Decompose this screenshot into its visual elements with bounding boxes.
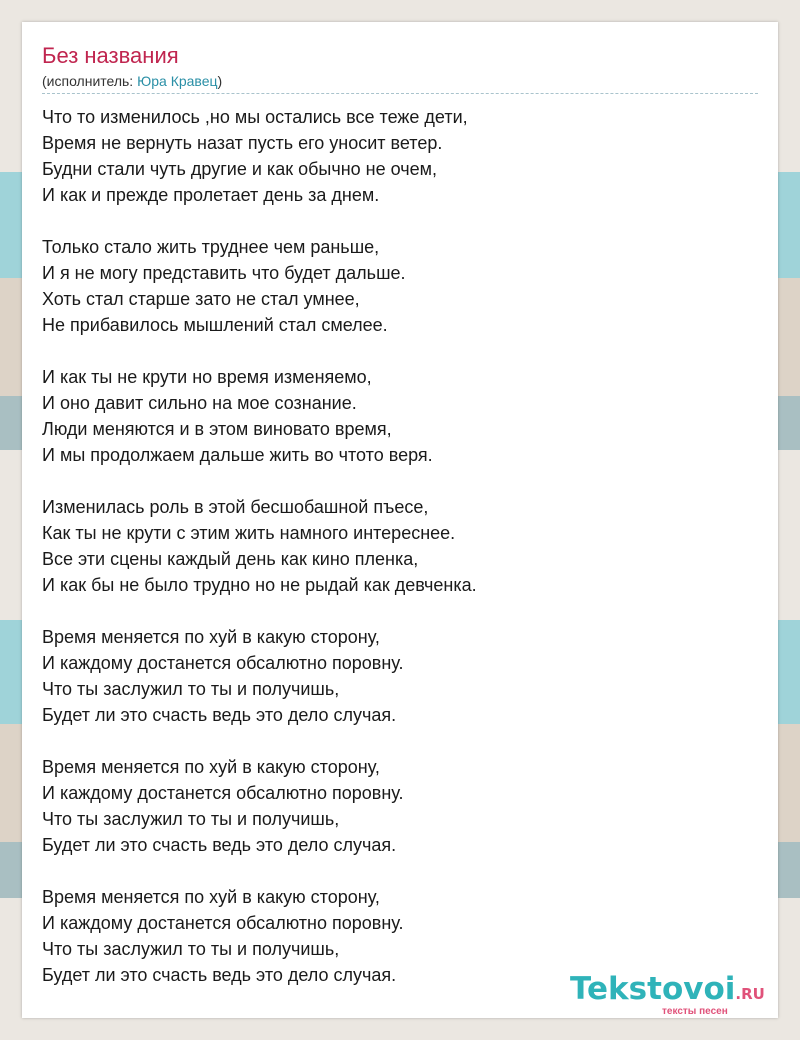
- lyric-line: И каждому достанется обсалютно поровну.: [42, 783, 404, 803]
- logo-tagline: тексты песен: [662, 1006, 728, 1017]
- lyric-line: И как бы не было трудно но не рыдай как девченка.: [42, 575, 477, 595]
- stanza: [42, 104, 762, 208]
- lyric-line: Будет ли это счасть ведь это дело случая.: [42, 965, 397, 985]
- lyric-line: Люди меняются и в этом виновато время,: [42, 419, 392, 439]
- stanza: [42, 754, 762, 858]
- performer-prefix: (исполнитель:: [42, 73, 138, 89]
- stanza: [42, 364, 762, 468]
- divider: [42, 93, 758, 94]
- lyric-line: Будет ли это счасть ведь это дело случая.: [42, 705, 397, 725]
- artist-link[interactable]: Юра Кравец: [137, 73, 218, 89]
- lyric-line: Время меняется по хуй в какую сторону,: [42, 887, 380, 907]
- logo-main-text: Tekstovoi: [570, 971, 736, 1007]
- stanza: [42, 494, 762, 598]
- lyric-line: И как ты не крути но время изменяемо,: [42, 367, 372, 387]
- lyric-line: Что ты заслужил то ты и получишь,: [42, 939, 340, 959]
- lyric-line: Изменилась роль в этой бесшобашной пъесе,: [42, 497, 429, 517]
- lyric-line: Время не вернуть назат пусть его уносит ветер.: [42, 133, 443, 153]
- lyric-line: Только стало жить труднее чем раньше,: [42, 237, 380, 257]
- lyric-line: И каждому достанется обсалютно поровну.: [42, 653, 404, 673]
- lyric-line: Будет ли это счасть ведь это дело случая.: [42, 835, 397, 855]
- lyric-line: Все эти сцены каждый день как кино пленка,: [42, 549, 419, 569]
- lyric-line: Не прибавилось мышлений стал смелее.: [42, 315, 388, 335]
- tekstovoi-logo[interactable]: [570, 972, 770, 1016]
- lyric-line: И мы продолжаем дальше жить во чтото веря.: [42, 445, 433, 465]
- lyric-line: И каждому достанется обсалютно поровну.: [42, 913, 404, 933]
- lyric-line: Будни стали чуть другие и как обычно не очем,: [42, 159, 438, 179]
- lyric-line: И оно давит сильно на мое сознание.: [42, 393, 357, 413]
- logo-tld: .RU: [735, 985, 765, 1003]
- stanza: [42, 234, 762, 338]
- performer-line: [42, 73, 222, 89]
- lyrics-body: [42, 104, 765, 1014]
- lyric-line: Что ты заслужил то ты и получишь,: [42, 679, 340, 699]
- lyric-line: Как ты не крути с этим жить намного интереснее.: [42, 523, 456, 543]
- lyric-line: Что ты заслужил то ты и получишь,: [42, 809, 340, 829]
- lyric-line: Хоть стал старше зато не стал умнее,: [42, 289, 360, 309]
- song-title: Без названия: [42, 43, 179, 68]
- lyric-line: Что то изменилось ,но мы остались все теже дети,: [42, 107, 468, 127]
- lyric-line: И как и прежде пролетает день за днем.: [42, 185, 380, 205]
- stanza: [42, 624, 762, 728]
- lyrics-card: [22, 22, 778, 1018]
- lyric-line: И я не могу представить что будет дальше.: [42, 263, 406, 283]
- performer-suffix: ): [217, 73, 223, 89]
- lyric-line: Время меняется по хуй в какую сторону,: [42, 627, 380, 647]
- lyric-line: Время меняется по хуй в какую сторону,: [42, 757, 380, 777]
